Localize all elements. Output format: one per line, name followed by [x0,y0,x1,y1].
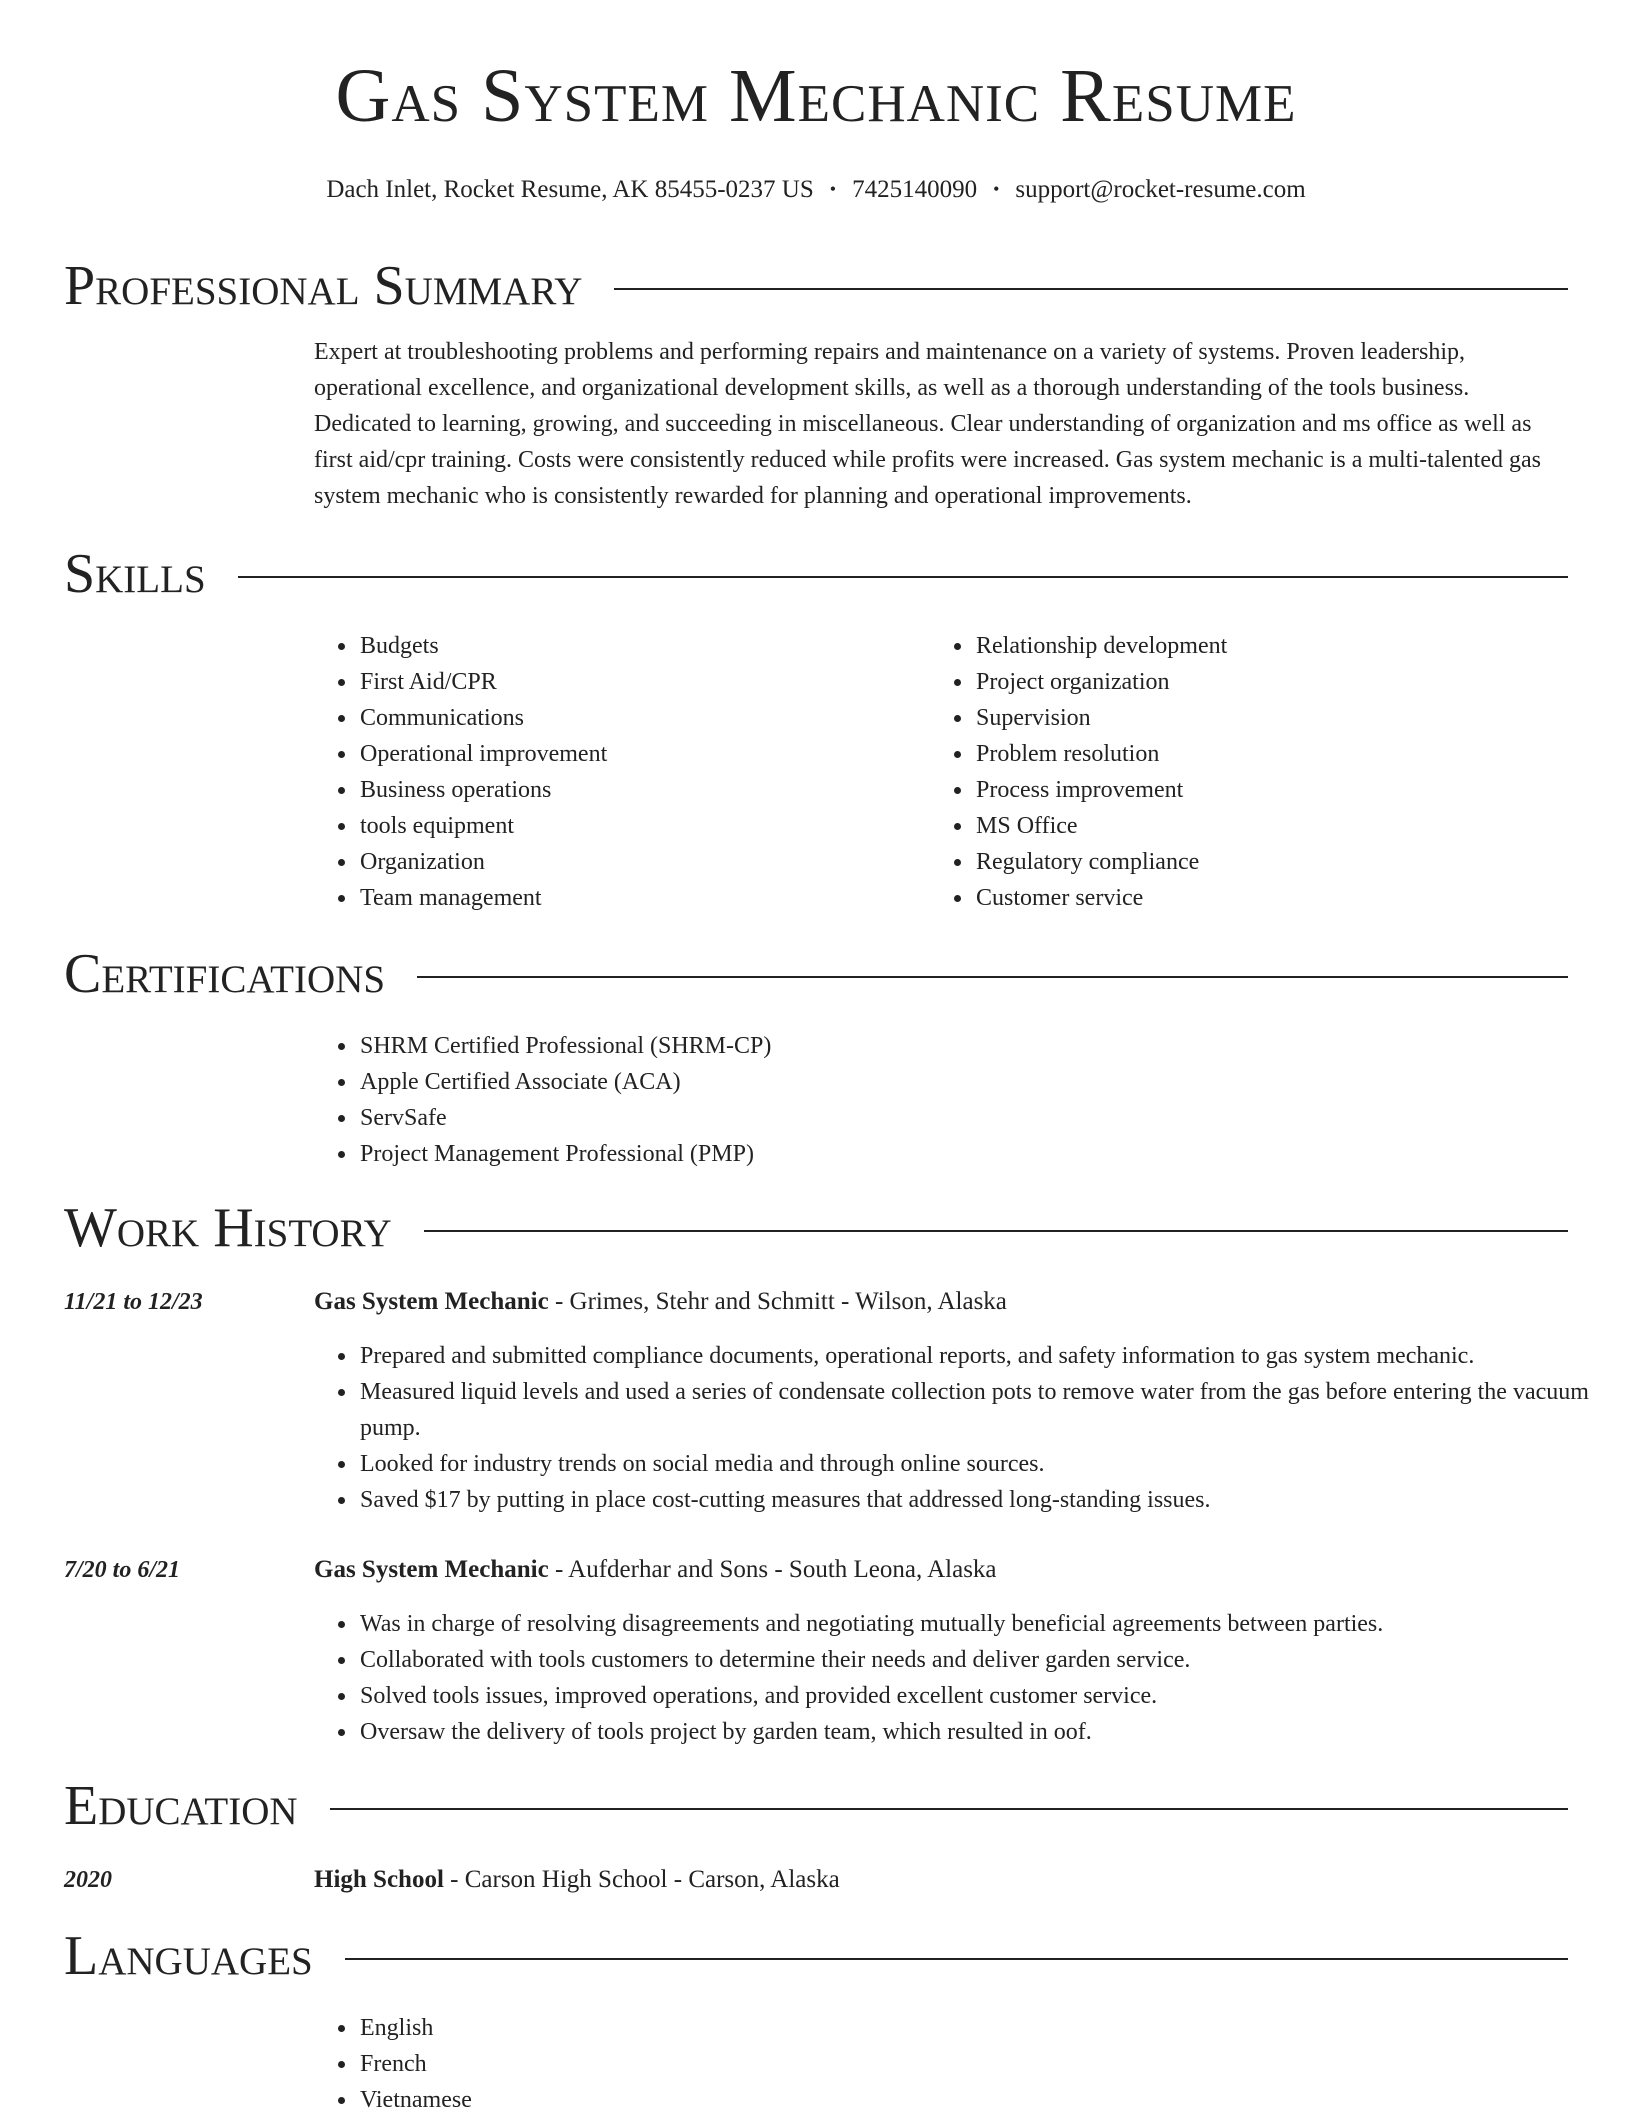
skill-item: • Budgets [358,628,607,664]
skill-item: • First Aid/CPR [358,664,607,700]
section-title: Education [64,1775,298,1837]
resume-title: Gas System Mechanic Resume [335,54,1297,138]
job-dates: 7/20 to 6/21 [64,1557,181,1583]
section-title: Skills [64,543,206,605]
skill-item: • Regulatory compliance [974,844,1227,880]
skill-item: • Relationship development [974,628,1227,664]
skills-list-right [930,628,1227,916]
section-divider [614,288,1568,290]
job-company: - Aufderhar and Sons - South Leona, Alaska [548,1556,997,1583]
job-heading [314,1552,997,1588]
job-title: Gas System Mechanic [314,1288,549,1315]
job-heading [314,1284,1007,1320]
job-bullet: • Prepared and submitted compliance documents, operational reports, and safety information to gas system mechanic. [358,1338,1614,1374]
job-dates: 11/21 to 12/23 [64,1289,203,1315]
contact-phone[interactable]: 7425140090 [852,176,978,203]
skill-item: • Communications [358,700,607,736]
contact-separator: • [829,179,837,199]
section-divider [424,1230,1568,1232]
contact-line [0,176,1632,204]
certification-item: • ServSafe [358,1100,771,1136]
section-work-heading [64,1198,1568,1258]
skill-item: • Process improvement [974,772,1227,808]
skill-item: • Problem resolution [974,736,1227,772]
summary-text: Expert at troubleshooting problems and performing repairs and maintenance on a variety of systems. Proven leadership, operational excellence, and organizational development skills, as well as a thorough understanding of the tools business. Dedicated to learning, growing, and succeeding in miscellaneous. Clear understanding of organization and ms office as well as first aid/cpr training. Costs were consistently reduced while profits were increased. Gas system mechanic is a multi-talented gas system mechanic who is consistently rewarded for planning and operational improvements. [314,339,1541,509]
section-certifications-heading [64,944,1568,1004]
language-item: • English [358,2010,472,2046]
section-summary-heading [64,256,1568,316]
section-education-heading [64,1776,1568,1836]
skill-item: • Business operations [358,772,607,808]
language-item: • French [358,2046,472,2082]
section-divider [417,976,1568,978]
skill-item: • Supervision [974,700,1227,736]
skill-item: • Customer service [974,880,1227,916]
job-bullets [314,1338,1614,1518]
skill-item: • Team management [358,880,607,916]
job-bullet: • Saved $17 by putting in place cost-cutting measures that addressed long-standing issues. [358,1482,1614,1518]
section-divider [345,1958,1568,1960]
certification-item: • SHRM Certified Professional (SHRM-CP) [358,1028,771,1064]
contact-separator: • [993,179,1000,199]
section-divider [238,576,1568,578]
education-school: - Carson High School - Carson, Alaska [443,1866,840,1893]
section-skills-heading [64,544,1568,604]
job-company: - Grimes, Stehr and Schmitt - Wilson, Alaska [548,1288,1007,1315]
skill-item: • MS Office [974,808,1227,844]
contact-email[interactable]: support@rocket-resume.com [1015,176,1306,203]
skill-item: • Operational improvement [358,736,607,772]
education-heading [314,1862,840,1898]
skill-item: • Project organization [974,664,1227,700]
skill-item: • Organization [358,844,607,880]
skill-item: • tools equipment [358,808,607,844]
language-item: • Vietnamese [358,2082,472,2118]
job-bullet: • Measured liquid levels and used a series of condensate collection pots to remove water from the gas before entering the vacuum pump. [358,1374,1614,1446]
job-bullet: • Looked for industry trends on social media and through online sources. [358,1446,1614,1482]
certification-item: • Apple Certified Associate (ACA) [358,1064,771,1100]
section-title: Certifications [64,943,386,1005]
section-languages-heading [64,1926,1568,1986]
skills-list-left [314,628,607,916]
job-bullet: • Solved tools issues, improved operations, and provided excellent customer service. [358,1678,1614,1714]
job-bullet: • Oversaw the delivery of tools project by garden team, which resulted in oof. [358,1714,1614,1750]
certifications-list [314,1028,771,1172]
section-divider [330,1808,1568,1810]
section-title: Languages [64,1925,313,1987]
contact-address: Dach Inlet, Rocket Resume, AK 85455-0237 US [326,176,814,203]
job-bullet: • Collaborated with tools customers to determine their needs and deliver garden service. [358,1642,1614,1678]
languages-list [314,2010,472,2118]
section-title: Work History [64,1197,392,1259]
job-title: Gas System Mechanic [314,1556,549,1583]
certification-item: • Project Management Professional (PMP) [358,1136,771,1172]
education-degree: High School [314,1866,444,1893]
section-title: Professional Summary [64,255,583,317]
job-bullets [314,1606,1614,1750]
job-bullet: • Was in charge of resolving disagreements and negotiating mutually beneficial agreements between parties. [358,1606,1614,1642]
education-year: 2020 [64,1867,112,1893]
